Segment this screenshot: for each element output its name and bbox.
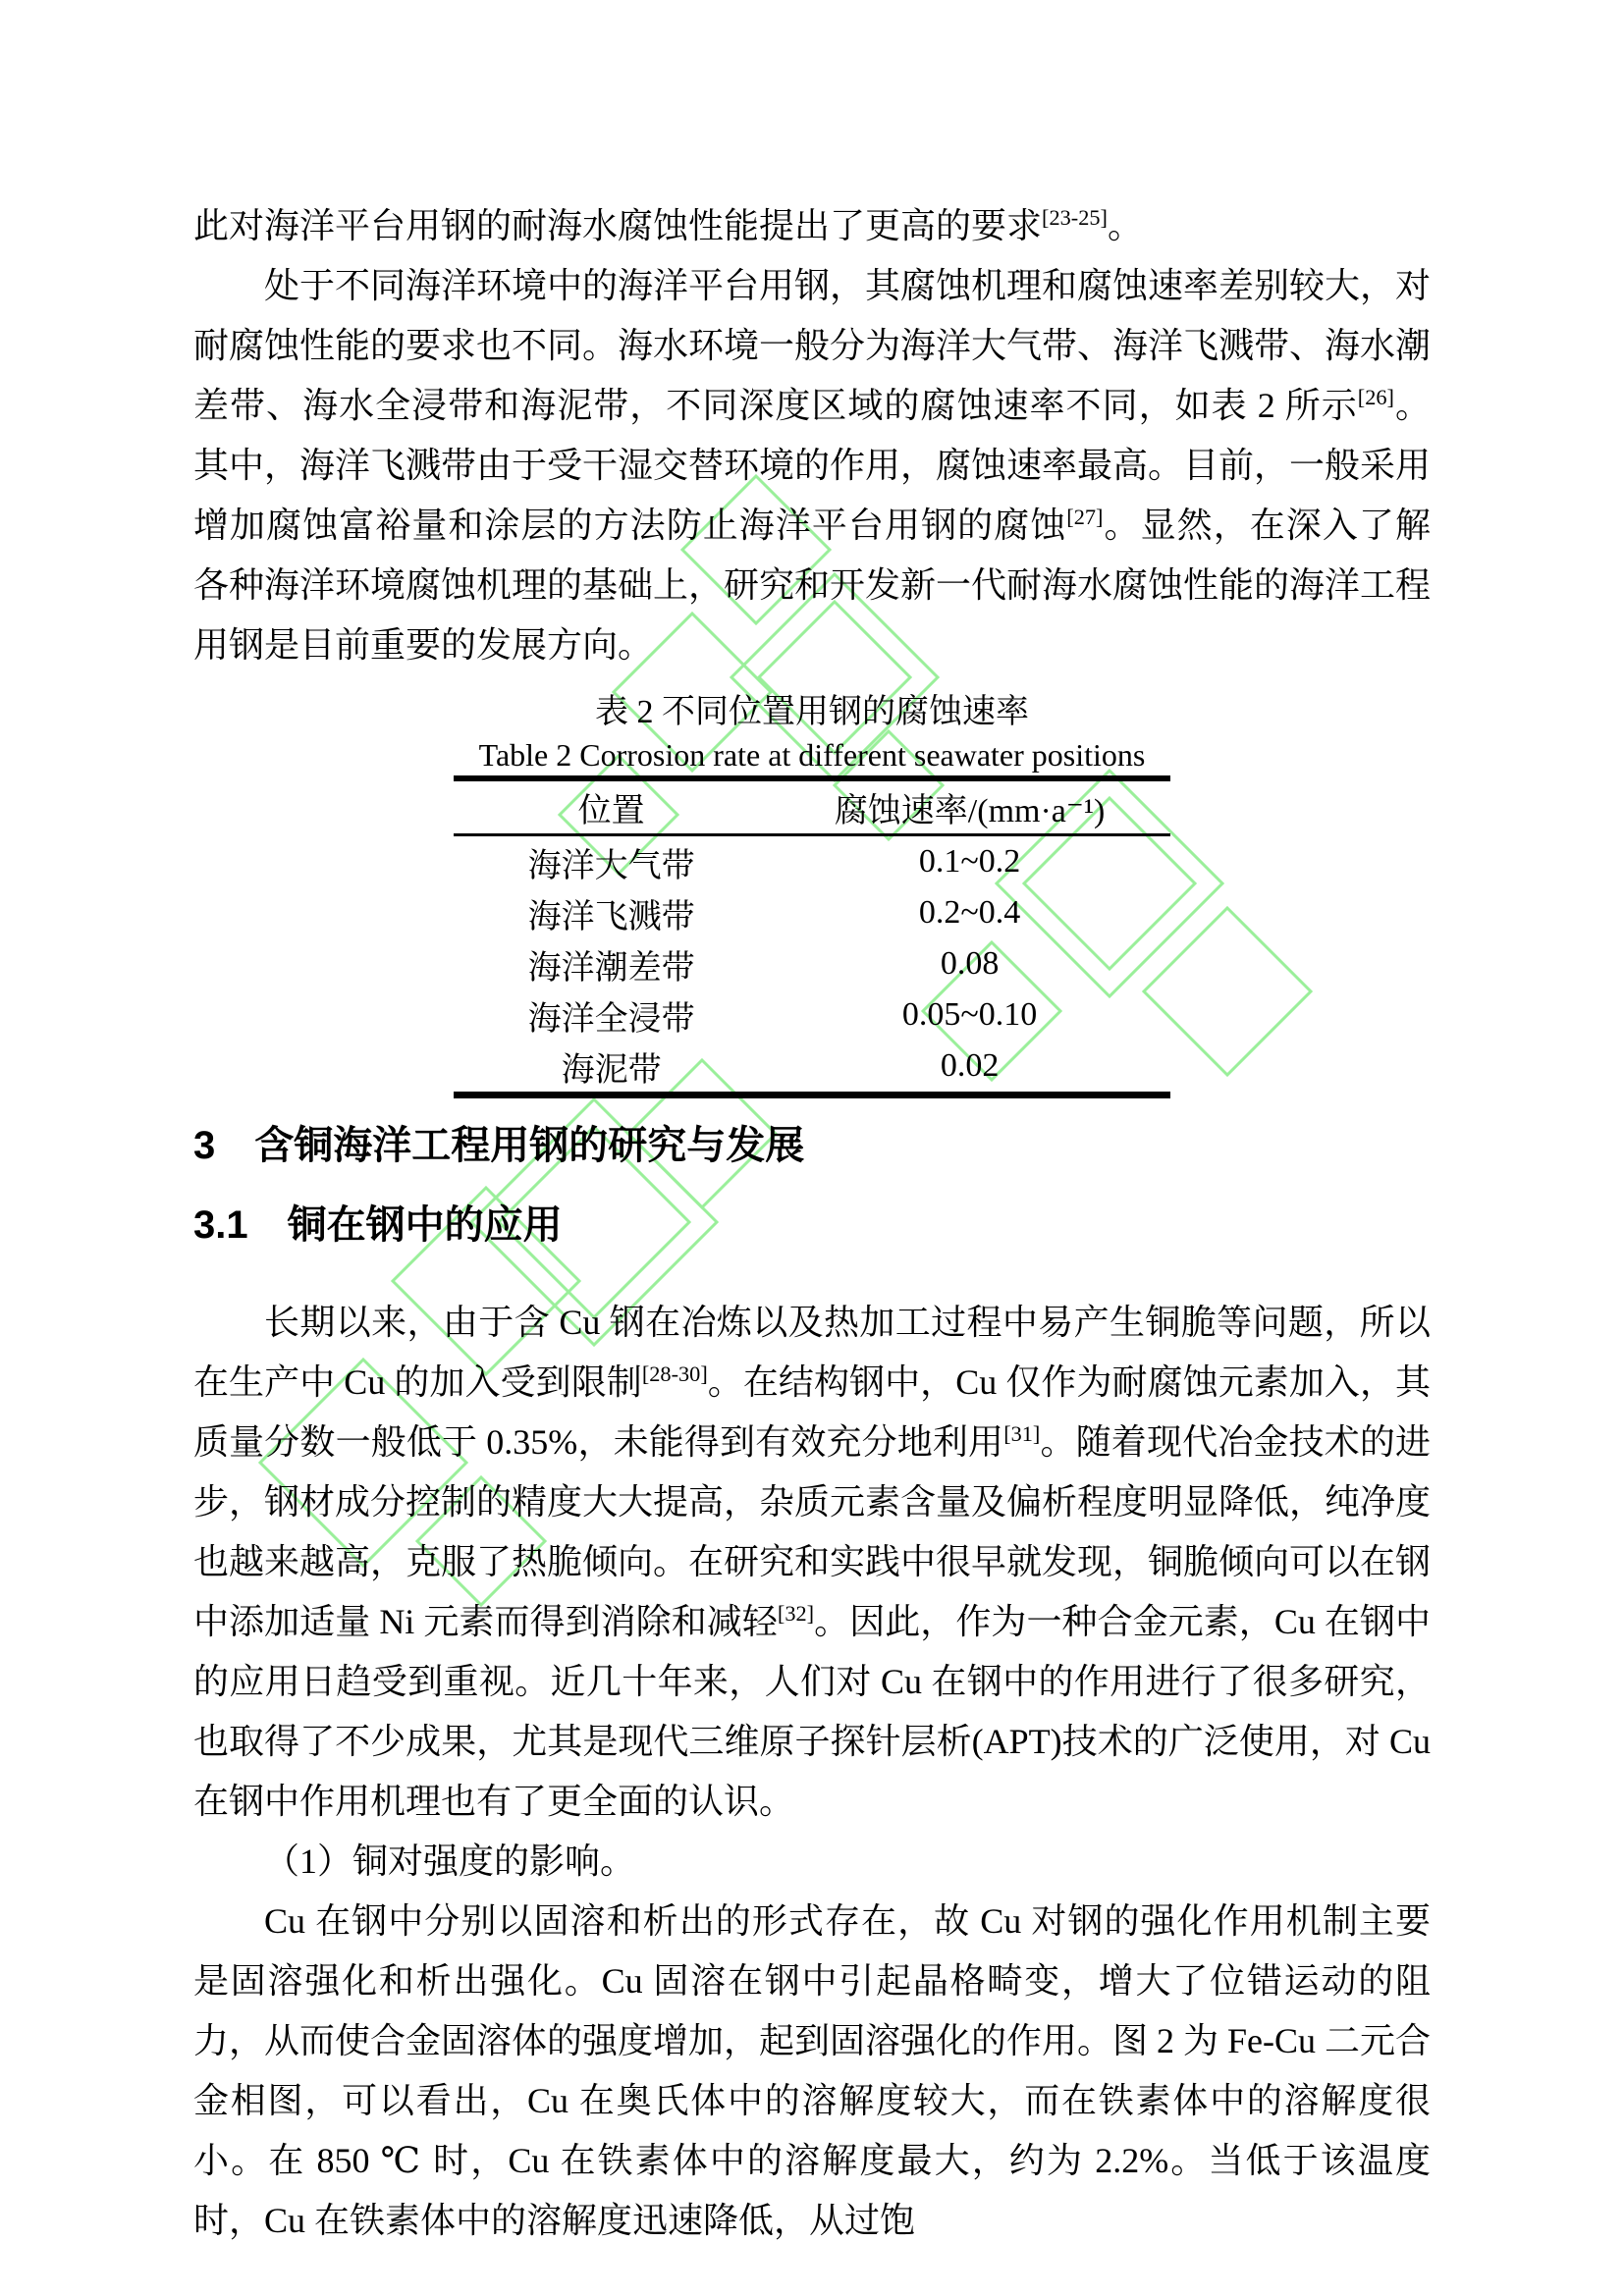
text-run: 。在结构钢中，Cu 仅作为耐腐蚀元素加入，其质量分数一般低于 0.35%，未能得到有效充分地利用 bbox=[193, 1362, 1432, 1462]
text-run: 。 bbox=[1107, 206, 1143, 245]
paragraph bbox=[193, 1293, 1431, 1832]
text-run: 。显然，在深入了解各种海洋环境腐蚀机理的基础上，研究和开发新一代耐海水腐蚀性能的海洋工程用钢是目前重要的发展方向。 bbox=[193, 506, 1432, 665]
table-header-row bbox=[454, 778, 1170, 835]
subsection-heading: 3.1 铜在钢中的应用 bbox=[193, 1203, 563, 1247]
table-cell: 0.05~0.10 bbox=[901, 996, 1038, 1033]
table-cell: 0.08 bbox=[940, 945, 1000, 982]
table-cell: 0.1~0.2 bbox=[918, 843, 1021, 880]
reference-marker: [31] bbox=[1003, 1421, 1041, 1446]
table-row bbox=[454, 1041, 1170, 1095]
section-heading: 3 含铜海洋工程用钢的研究与发展 bbox=[193, 1124, 805, 1167]
paragraph bbox=[193, 1892, 1431, 2251]
table-cell: 海洋全浸带 bbox=[527, 1000, 695, 1038]
table-cell: 海洋飞溅带 bbox=[527, 898, 695, 935]
column-header-position: 位置 bbox=[454, 778, 769, 835]
corrosion-table-body bbox=[454, 835, 1170, 1095]
table-cell: 0.02 bbox=[940, 1047, 1000, 1084]
table-row bbox=[454, 938, 1170, 989]
table-cell: 海洋大气带 bbox=[527, 847, 695, 884]
text-run: 。随着现代冶金技术的进步，钢材成分控制的精度大大提高，杂质元素含量及偏析程度明显降低，纯净度也越来越高，克服了热脆倾向。在研究和实践中很早就发现，铜脆倾向可以在钢中添加适量 Ni 元素而得到消除和减轻 bbox=[193, 1422, 1432, 1641]
column-header-corrosion-rate: 腐蚀速率/(mm·a⁻¹) bbox=[769, 778, 1170, 835]
table-cell: 海泥带 bbox=[561, 1051, 662, 1089]
reference-marker: [26] bbox=[1357, 385, 1394, 409]
text-run: 此对海洋平台用钢的耐海水腐蚀性能提出了更高的要求 bbox=[193, 206, 1043, 245]
reference-marker: [28-30] bbox=[641, 1362, 708, 1386]
table-row bbox=[454, 835, 1170, 888]
table-caption-cn: 表 2 不同位置用钢的腐蚀速率 bbox=[595, 694, 1029, 730]
reference-marker: [27] bbox=[1066, 505, 1104, 529]
paragraph bbox=[193, 1832, 1431, 1892]
text-run: Cu 在钢中分别以固溶和析出的形式存在，故 Cu 对钢的强化作用机制主要是固溶强化和析出强化。Cu 固溶在钢中引起晶格畸变，增大了位错运动的阻力，从而使合金固溶体的强度增加，起到固溶强化的作用。图 2 为 Fe-Cu 二元合金相图，可以看出，Cu 在奥氏体中的溶解度较大，而在铁素体中的溶解度很小。在 850 ℃ 时，Cu 在铁素体中的溶解度最大，约为 2.2%。当低于该温度时，Cu 在铁素体中的溶解度迅速降低，从过饱 bbox=[193, 1901, 1432, 2240]
table-row bbox=[454, 887, 1170, 938]
table-2-block bbox=[193, 691, 1431, 1098]
text-run: 。因此，作为一种合金元素，Cu 在钢中的应用日趋受到重视。近几十年来，人们对 Cu 在钢中的作用进行了很多研究，也取得了不少成果，尤其是现代三维原子探针层析(APT)技术的广泛使用，对 Cu 在钢中作用机理也有了更全面的认识。 bbox=[193, 1602, 1431, 1821]
table-row bbox=[454, 989, 1170, 1041]
corrosion-rate-table bbox=[454, 775, 1170, 1098]
page-content bbox=[193, 196, 1431, 2251]
text-run: （1）铜对强度的影响。 bbox=[264, 1842, 636, 1881]
reference-marker: [23-25] bbox=[1042, 205, 1108, 230]
paragraph bbox=[193, 196, 1431, 256]
text-run: 。其中，海洋飞溅带由于受干湿交替环境的作用，腐蚀速率最高。目前，一般采用增加腐蚀富裕量和涂层的方法防止海洋平台用钢的腐蚀 bbox=[193, 386, 1432, 545]
table-cell: 海洋潮差带 bbox=[527, 949, 695, 987]
table-caption-en: Table 2 Corrosion rate at different seawater positions bbox=[478, 737, 1146, 773]
text-run: 处于不同海洋环境中的海洋平台用钢，其腐蚀机理和腐蚀速率差别较大，对耐腐蚀性能的要求也不同。海水环境一般分为海洋大气带、海洋飞溅带、海水潮差带、海水全浸带和海泥带，不同深度区域的腐蚀速率不同，如表 2 所示 bbox=[193, 266, 1432, 425]
table-cell: 0.2~0.4 bbox=[918, 894, 1021, 931]
text-run: 长期以来，由于含 Cu 钢在冶炼以及热加工过程中易产生铜脆等问题，所以在生产中 Cu 的加入受到限制 bbox=[193, 1303, 1431, 1402]
reference-marker: [32] bbox=[777, 1601, 815, 1626]
paragraph bbox=[193, 256, 1431, 675]
